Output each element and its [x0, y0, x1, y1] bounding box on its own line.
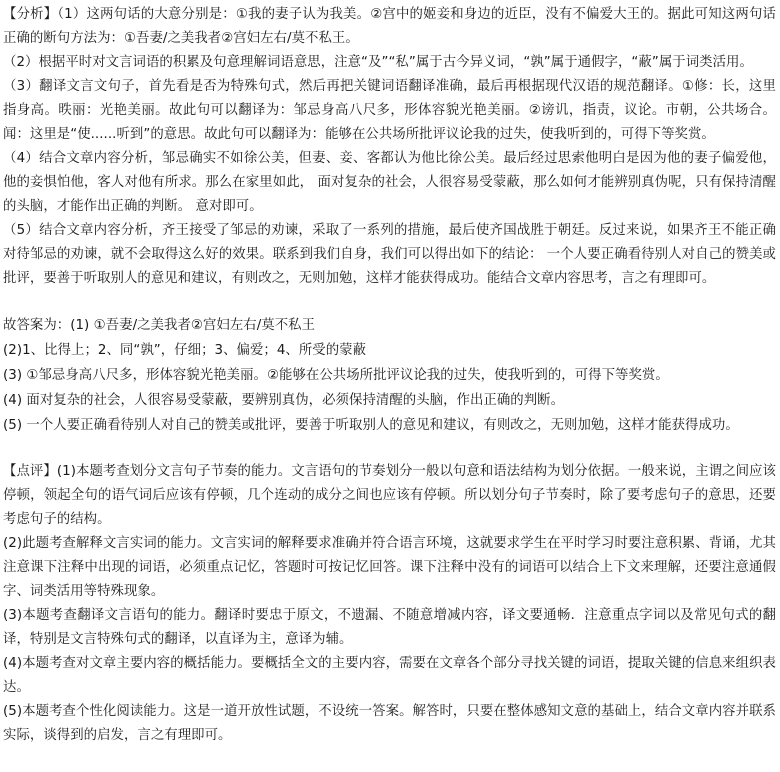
- analysis-section: [3, 3, 776, 291]
- answer-line-3: (3) ①邹忌身高八尺多，形体容貌光艳美丽。②能够在公共场所批评议论我的过失，使我听到的，可得下等奖赏。: [3, 368, 669, 383]
- analysis-paragraph-2: （2）根据平时对文言词语的积累及句意理解词语意思，注意“及”“私”属于古今异义词，“孰”属于通假字，“蔽”属于词类活用。: [3, 55, 753, 70]
- answer-line-5: (5) 一个人要正确看待别人对自己的赞美或批评，要善于听取别人的意见和建议，有则改之，无则加勉，这样才能获得成功。: [3, 418, 739, 433]
- answer-line-2: (2)1、比得上；2、同“孰”，仔细；3、偏爱；4、所受的蒙蔽: [3, 343, 367, 358]
- spacer: [3, 291, 776, 313]
- answer-line-4: (4) 面对复杂的社会，人很容易受蒙蔽，要辨别真伪，必须保持清醒的头脑，作出正确的判断。: [3, 393, 565, 408]
- comment-paragraph-3: (3)本题考查翻译文言语句的能力。翻译时要忠于原文，不遗漏、不随意增减内容，译文要通畅．注意重点字词以及常见句式的翻译，特别是文言特殊句式的翻译，以直译为主，意译为辅。: [3, 608, 776, 647]
- comment-paragraph-4: (4)本题考查对文章主要内容的概括能力。要概括全文的主要内容，需要在文章各个部分寻找关键的词语，提取关键的信息来组织表达。: [3, 656, 776, 695]
- answer-line-1: 故答案为：(1) ①吾妻/之美我者②宫妇左右/莫不私王: [3, 318, 316, 333]
- analysis-paragraph-3: （3）翻译文言文句子，首先看是否为特殊句式，然后再把关键词语翻译准确，最后再根据现代汉语的规范翻译。①修：长，这里指身高。昳丽：光艳美丽。故此句可以翻译为：邹忌身高八尺多，形体容貌光艳美丽。②谤讥，指责，议论。市朝，公共场合。闻：这里是“使......听到”的意思。故此句可以翻译为：能够在公共场所批评议论我的过失，使我听到的，可得下等奖赏。: [3, 79, 776, 142]
- analysis-paragraph-4: （4）结合文章内容分析，邹忌确实不如徐公美，但妻、妾、客都认为他比徐公美。最后经过思索他明白是因为他的妻子偏爱他，他的妾惧怕他，客人对他有所求。那么在家里如此， 面对复杂的社会，人很容易受蒙蔽，那么如何才能辨别真伪呢，只有保持清醒的头脑，才能作出正确的判断。 意对即可。: [3, 151, 776, 214]
- comment-paragraph-2: (2)此题考查解释文言实词的能力。文言实词的解释要求准确并符合语言环境，这就要求学生在平时学习时要注意积累、背诵，尤其注意课下注释中出现的词语，必须重点记忆，答题时可按记忆回答。课下注释中没有的词语可以结合上下文来理解，还要注意通假字、词类活用等特殊现象。: [3, 536, 776, 599]
- spacer: [3, 438, 776, 460]
- analysis-paragraph-5: （5）结合文章内容分析，齐王接受了邹忌的劝谏，采取了一系列的措施，最后使齐国战胜于朝廷。反过来说，如果齐王不能正确对待邹忌的劝谏，就不会取得这么好的效果。联系到我们自身，我们可以得出如下的结论： 一个人要正确看待别人对自己的赞美或批评，要善于听取别人的意见和建议，有则改之，无则加勉，这样才能获得成功。能结合文章内容思考，言之有理即可。: [3, 223, 776, 286]
- comment-section: [3, 460, 776, 748]
- analysis-paragraph-1: 【分析】（1）这两句话的大意分别是：①我的妻子认为我美。②宫中的姬妾和身边的近臣，没有不偏爱大王的。据此可知这两句话正确的断句方法为：①吾妻/之美我者②宫妇左右/莫不私王。: [3, 7, 776, 46]
- answer-section: [3, 313, 776, 438]
- comment-paragraph-5: (5)本题考查个性化阅读能力。这是一道开放性试题，不设统一答案。解答时，只要在整体感知文意的基础上，结合文章内容并联系实际，谈得到的启发，言之有理即可。: [3, 704, 776, 743]
- comment-paragraph-1: 【点评】(1)本题考查划分文言句子节奏的能力。文言语句的节奏划分一般以句意和语法结构为划分依据。一般来说，主谓之间应该停顿，领起全句的语气词后应该有停顿，几个连动的成分之间也应该有停顿。所以划分句子节奏时，除了要考虑句子的意思，还要考虑句子的结构。: [3, 464, 776, 527]
